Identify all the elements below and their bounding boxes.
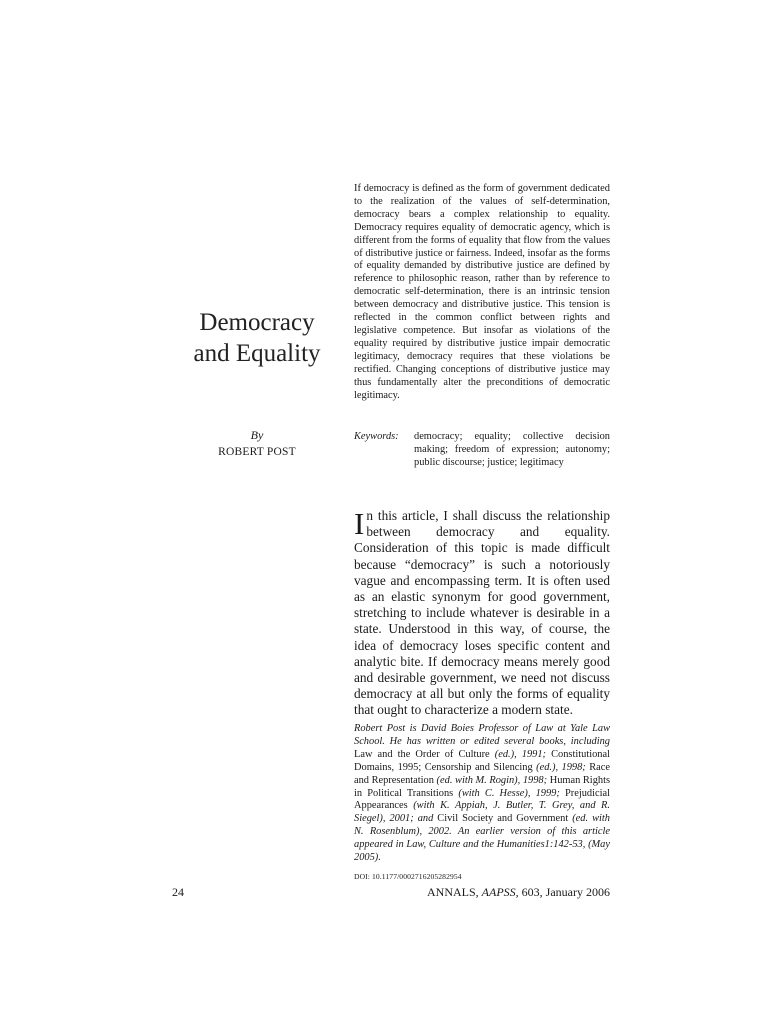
- abstract: If democracy is defined as the form of government dedicated to the realization of the values of self-determination, democracy bears a complex relationship to equality. Democracy requires equality of democratic agency, which is different from the forms of equality that flow from the values of distributive justice or fairness. Indeed, insofar as the forms of equality demanded by distributive justice are defined by reference to philosophic reason, rather than by reference to democratic self-determination, there is an intrinsic tension between democracy and distributive justice. This tension is reflected in the common conflict between rights and legislative competence. But insofar as violations of the equality required by distributive justice impair democratic legitimacy, democracy requires that these violations be rectified. Changing conceptions of distributive justice may thus fundamentally alter the preconditions of democratic legitimacy.: [354, 183, 610, 401]
- bio-part: (ed.), 1991;: [494, 748, 547, 760]
- journal-citation: [427, 885, 610, 900]
- book-title: Prejudicial Appearances: [354, 787, 610, 812]
- doi: DOI: 10.1177/0002716205282954: [354, 872, 462, 881]
- bio-part: (ed. with N. Rosenblum), 2002. An earlier version of this article appeared in Law, Culture and the Humanities1:142-53, (May 2005).: [354, 813, 610, 864]
- book-title: Constitutional Domains,: [354, 748, 610, 773]
- book-title: Human Rights in Political Transitions: [354, 774, 611, 799]
- book-title: Law and the Order of Culture: [354, 748, 490, 760]
- journal-italic: AAPSS,: [481, 885, 519, 899]
- page-number: 24: [172, 885, 184, 899]
- title-line-2: and Equality: [193, 340, 321, 367]
- bio-part: Robert Post is David Boies Professor of Law at Yale Law School. He has written or edited several books, including: [354, 723, 610, 747]
- article-title: [170, 307, 344, 369]
- keywords-label: Keywords:: [354, 431, 399, 442]
- bio-part: (with C. Hesse), 1999;: [458, 787, 560, 799]
- by-label: By: [250, 428, 264, 442]
- body-paragraph: [354, 508, 610, 719]
- book-title: Race and Representation: [354, 761, 610, 786]
- book-title: Civil Society and Government: [437, 813, 569, 825]
- bio-part: (ed. with M. Rogin), 1998;: [436, 774, 548, 786]
- bio-part: (with K. Appiah, J. Butler, T. Grey, and R. Siegel), 2001; and: [354, 800, 610, 825]
- journal-prefix: ANNALS,: [427, 885, 479, 899]
- bio-part: 1995;: [397, 761, 422, 773]
- author-name: ROBERT POST: [218, 446, 296, 458]
- keywords-list: democracy; equality; collective decision making; freedom of expression; autonomy; public discourse; justice; legitimacy: [414, 431, 610, 468]
- bio-part: (ed.), 1998;: [536, 761, 586, 773]
- body-text: n this article, I shall discuss the relationship between democracy and equality. Consideration of this topic is made difficult because “democracy” is such a notoriously vague and encompassing term. It is often used as an elastic synonym for good government, stretching to include whatever is desirable in a state. Understood in this way, of course, the idea of democracy loses specific content and analytic bite. If democracy means merely good and desirable government, we need not discuss democracy at all but only the forms of equality that ought to characterize a modern state.: [354, 508, 610, 718]
- journal-suffix: 603, January 2006: [521, 885, 610, 899]
- author-bio: [354, 723, 610, 865]
- book-title: Censorship and Silencing: [424, 761, 533, 773]
- title-line-1: Democracy: [199, 309, 315, 336]
- drop-cap: I: [354, 506, 365, 541]
- keywords-block: [354, 431, 610, 470]
